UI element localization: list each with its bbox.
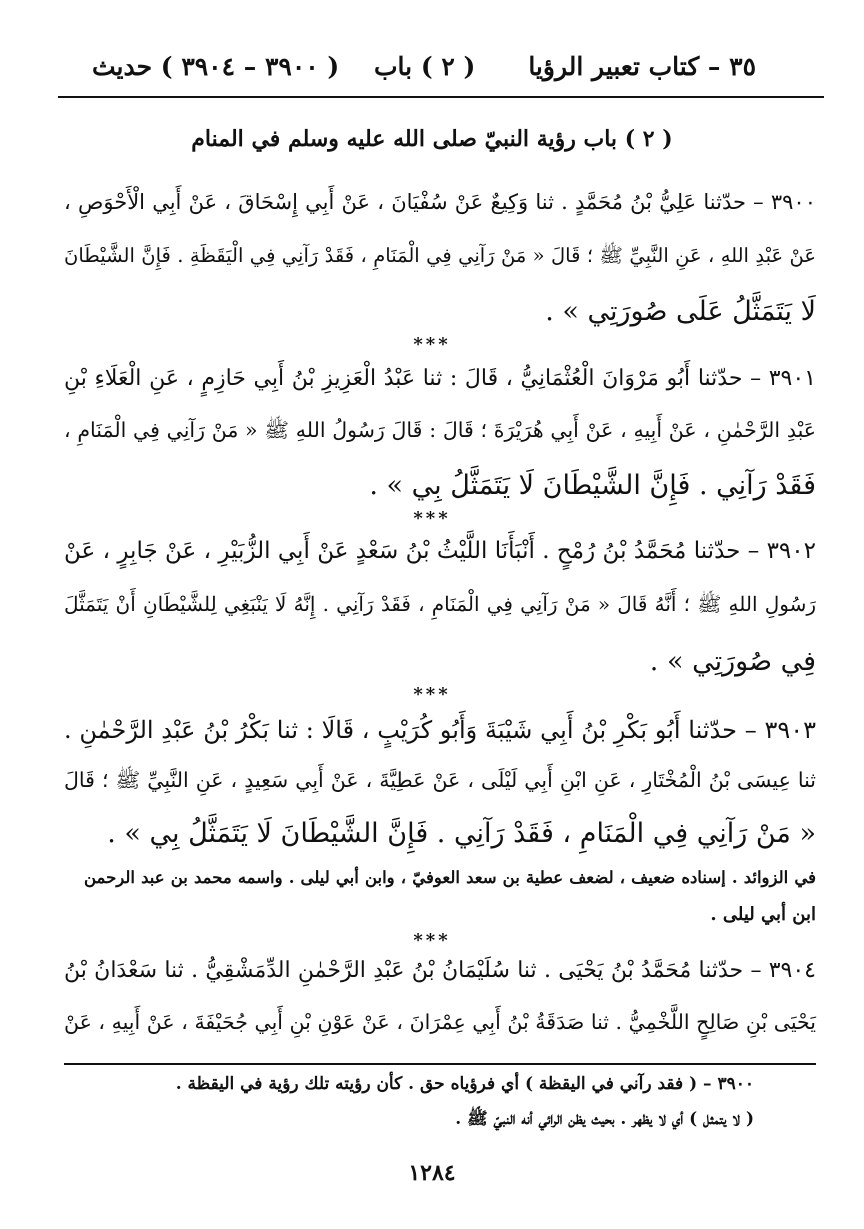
separator-stars: *** (413, 930, 451, 951)
zawaid-note-line-2: ابن أبي ليلى . (710, 904, 816, 925)
footnote-line-2: ( لا يتمثل ) أي لا يظهر . بحيث يظن الرائي أنه النبيّ ﷺ . (455, 1109, 754, 1129)
footnote-rule (64, 1063, 816, 1065)
header-rule (58, 96, 824, 98)
zawaid-note-line-1: في الزوائد . إسناده ضعيف ، لضعف عطية بن سعد العوفيّ ، وابن أبي ليلى . واسمه محمد بن عبد الرحمن (84, 868, 816, 887)
hadith-3900-line-3: لَا يَتَمَثَّلُ عَلَى صُورَتِي » . (545, 296, 816, 327)
running-header-book-title: ٣٥ – كتاب تعبير الرؤيا (528, 52, 756, 81)
hadith-3903-line-3: « مَنْ رَآنِي فِي الْمَنَامِ ، فَقَدْ رَآنِي . فَإِنَّ الشَّيْطَانَ لَا يَتَمَثَّلُ بِي » . (107, 818, 816, 849)
hadith-3902-line-3: فِي صُورَتِي » . (649, 646, 816, 677)
hadith-3903-line-1: ٣٩٠٣ – حدّثنا أَبُو بَكْرِ بْنُ أَبِي شَيْبَةَ وَأَبُو كُرَيْبٍ ، قَالَا : ثنا بَكْرُ بْنُ عَبْدِ الرَّحْمٰنِ . (64, 716, 816, 744)
hadith-3904-line-2: يَحْيَى بْنِ صَالِحٍ اللَّخْمِيُّ . ثنا صَدَقَةُ بْنُ أَبِي عِمْرَانَ ، عَنْ عَوْنِ بْنِ أَبِي جُحَيْفَةَ ، عَنْ أَبِيهِ ، عَنْ (64, 1010, 816, 1034)
hadith-3904-line-1: ٣٩٠٤ – حدّثنا مُحَمَّدُ بْنُ يَحْيَى . ثنا سُلَيْمَانُ بْنُ عَبْدِ الرَّحْمٰنِ الدِّمَشْقِيُّ . ثنا سَعْدَانُ بْنُ (64, 958, 816, 983)
hadith-3901-line-3: فَقَدْ رَآنِي . فَإِنَّ الشَّيْطَانَ لَا يَتَمَثَّلُ بِي » . (369, 470, 816, 501)
hadith-3901-line-2: عَبْدِ الرَّحْمٰنِ ، عَنْ أَبِيهِ ، عَنْ أَبِي هُرَيْرَةَ ؛ قَالَ : قَالَ رَسُولُ اللهِ ﷺ « مَنْ رَآنِي فِي الْمَنَامِ ، (64, 418, 816, 442)
hadith-3902-line-1: ٣٩٠٢ – حدّثنا مُحَمَّدُ بْنُ رُمْحٍ . أَنْبَأَنَا اللَّيْثُ بْنُ سَعْدٍ عَنْ أَبِي الزُّبَيْرِ ، عَنْ جَابِرٍ ، عَنْ (64, 538, 816, 564)
separator-stars: *** (413, 684, 451, 705)
hadith-3900-line-1: ٣٩٠٠ – حدّثنا عَلِيُّ بْنُ مُحَمَّدٍ . ثنا وَكِيعٌ عَنْ سُفْيَانَ ، عَنْ أَبِي إِسْحَاقَ ، عَنْ أَبِي الْأَحْوَصِ ، (64, 190, 816, 214)
hadith-3903-line-2: ثنا عِيسَى بْنُ الْمُخْتَارِ ، عَنِ ابْنِ أَبِي لَيْلَى ، عَنْ عَطِيَّةَ ، عَنْ أَبِي سَعِيدٍ ، عَنِ النَّبِيِّ ﷺ ؛ قَالَ (64, 768, 816, 792)
hadith-3900-line-2: عَنْ عَبْدِ اللهِ ، عَنِ النَّبِيِّ ﷺ ؛ قَالَ « مَنْ رَآنِي فِي الْمَنَامِ ، فَقَدْ رَآنِي فِي الْيَقَظَةِ . فَإِنَّ الشَّيْطَانَ (64, 244, 816, 267)
running-header-hadith-range: ( ٣٩٠٠ – ٣٩٠٤ ) حديث (92, 52, 340, 81)
page-number: ١٢٨٤ (408, 1160, 456, 1186)
separator-stars: *** (413, 334, 451, 355)
footnote-line-1: ٣٩٠٠ – ( فقد رآني في اليقظة ) أي فرؤياه حق . كأن رؤيته تلك رؤية في اليقظة . (175, 1074, 754, 1094)
running-header-chapter: ( ٢ ) باب (374, 52, 476, 81)
hadith-3901-line-1: ٣٩٠١ – حدّثنا أَبُو مَرْوَانَ الْعُثْمَانِيُّ ، قَالَ : ثنا عَبْدُ الْعَزِيزِ بْنُ أَبِي حَازِمٍ ، عَنِ الْعَلَاءِ بْنِ (64, 366, 816, 391)
separator-stars: *** (413, 508, 451, 529)
chapter-title: ( ٢ ) باب رؤية النبيّ صلى الله عليه وسلم في المنام (191, 126, 673, 152)
hadith-3902-line-2: رَسُولِ اللهِ ﷺ ؛ أَنَّهُ قَالَ « مَنْ رَآنِي فِي الْمَنَامِ ، فَقَدْ رَآنِي . إِنَّهُ لَا يَنْبَغِي لِلشَّيْطَانِ أَنْ يَتَمَثَّلَ (64, 592, 816, 616)
